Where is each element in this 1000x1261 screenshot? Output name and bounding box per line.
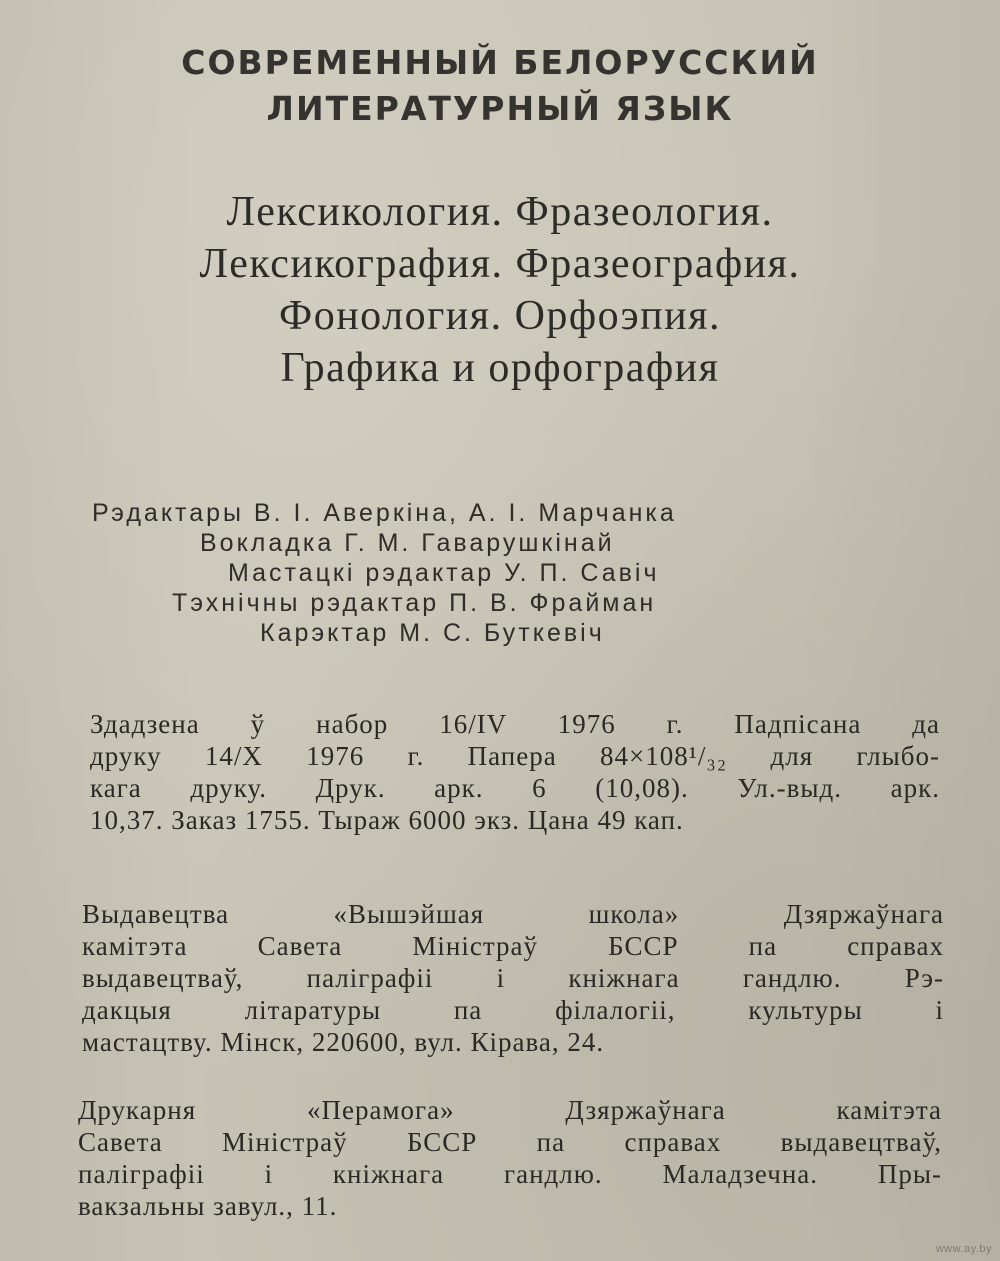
printer-line: вакзальны завул., 11. [78, 1191, 338, 1221]
publisher-line: мастацтву. Мінск, 220600, вул. Кірава, 24. [82, 1027, 605, 1057]
subtitle-line-3: Фонология. Орфоэпия. [279, 293, 721, 339]
print-details [90, 708, 940, 836]
book-subtitle [0, 186, 1000, 394]
credit-tech-editor: Тэхнічны рэдактар П. В. Фрайман [172, 589, 657, 617]
credit-art-editor: Мастацкі рэдактар У. П. Савіч [228, 559, 660, 587]
book-title [0, 40, 1000, 132]
print-details-line: 10,37. Заказ 1755. Тыраж 6000 экз. Цана 49 кап. [90, 805, 684, 835]
print-details-line: друку 14/X 1976 г. Папера 84×108¹/₃₂ для глыбо- [90, 741, 940, 771]
subtitle-line-4: Графика и орфография [280, 345, 720, 391]
site-watermark: www.ay.by [935, 1243, 992, 1255]
print-details-line: кага друку. Друк. арк. 6 (10,08). Ул.-выд. арк. [90, 773, 940, 803]
book-title-line-2: ЛИТЕРАТУРНЫЙ ЯЗЫК [266, 89, 734, 128]
subtitle-line-1: Лексикология. Фразеология. [226, 189, 774, 235]
credit-editors: Рэдактары В. І. Аверкіна, А. І. Марчанка [92, 499, 677, 527]
publisher-line: камітэта Савета Міністраў БССР па справах [82, 931, 944, 961]
print-details-line: Здадзена ў набор 16/IV 1976 г. Падпісана да [90, 709, 940, 739]
publisher-line: выдавецтваў, паліграфіі і кніжнага гандлю. Рэ- [82, 963, 944, 993]
credit-proofreader: Карэктар М. С. Буткевіч [260, 619, 605, 647]
publisher-line: Выдавецтва «Вышэйшая школа» Дзяржаўнага [82, 899, 944, 929]
credit-cover: Вокладка Г. М. Гаварушкінай [200, 529, 615, 557]
printer-info [78, 1094, 942, 1222]
printer-line: Савета Міністраў БССР па справах выдавецтваў, [78, 1127, 942, 1157]
subtitle-line-2: Лексикография. Фразеография. [199, 241, 801, 287]
printer-line: Друкарня «Перамога» Дзяржаўнага камітэта [78, 1095, 942, 1125]
book-title-line-1: СОВРЕМЕННЫЙ БЕЛОРУССКИЙ [181, 43, 819, 82]
printer-line: паліграфіі і кніжнага гандлю. Маладзечна. Пры- [78, 1159, 942, 1189]
editorial-credits [0, 498, 1000, 648]
publisher-line: дакцыя літаратуры па філалогіі, культуры і [82, 995, 944, 1025]
publisher-info [82, 898, 944, 1058]
